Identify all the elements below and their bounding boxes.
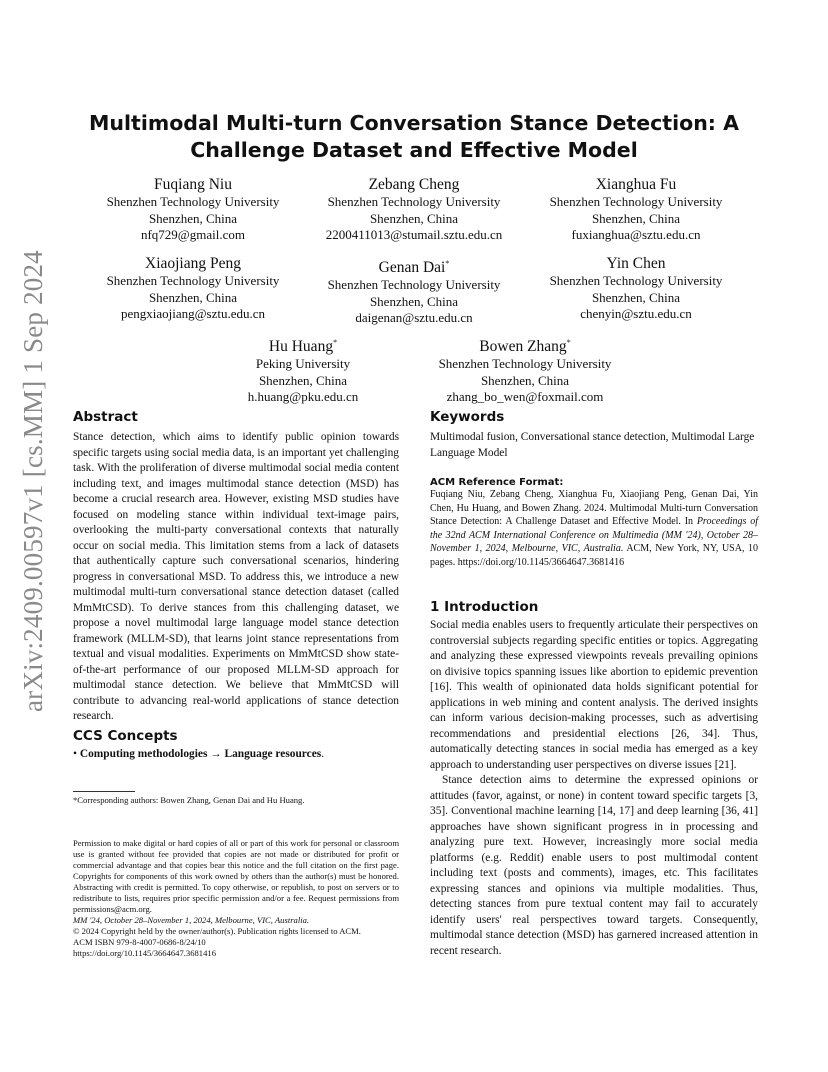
author-email[interactable]: zhang_bo_wen@foxmail.com: [446, 389, 604, 405]
author-block-8: [405, 333, 645, 406]
author-affiliation: Peking University: [255, 356, 351, 372]
title-line-2: Challenge Dataset and Effective Model: [190, 138, 638, 162]
author-email[interactable]: pengxiaojiang@sztu.edu.cn: [120, 306, 266, 322]
author-email[interactable]: nfq729@gmail.com: [140, 227, 246, 243]
permission-text: Permission to make digital or hard copies of all or part of this work for personal or classroom use is granted without fee provided that copies are not made or distributed for profit or commercial advantage and that copies bear this notice and the full citation on the first page. Copyrights for components of this work owned by others than the author(s) must be honored. Abstracting with credit is permitted. To copy otherwise, or republish, to post on servers or to redistribute to lists, requires prior specific permission and/or a fee. Request permissions from permissions@acm.org.: [73, 838, 399, 914]
author-location: Shenzhen, China: [148, 210, 238, 226]
author-affiliation: Shenzhen Technology University: [106, 273, 280, 288]
corresponding-mark: *: [566, 338, 571, 347]
permission-block: [73, 838, 399, 959]
abstract-text: [73, 430, 399, 725]
ccs-bullet: •: [73, 748, 77, 760]
intro-paragraph-1: Social media enables users to frequently articulate their perspectives on controversial subjects regarding specific entities or topics. Aggregating and analyzing these expressed viewpoints reveals prevailing opinions on divisive topics spanning issues like abortion to epidemic prevention [16]. This wealth of opinionated data holds significant potential for applications in web mining and content analysis. The derived insights can inform various decision-making processes, such as advertising recommendations and presidential elections [26, 34]. Thus, automatically detecting stances in social media has emerged as a key approach to understanding user perspectives on diverse issues [21].: [430, 619, 758, 771]
author-email[interactable]: daigenan@sztu.edu.cn: [355, 310, 473, 326]
abstract-heading: Abstract: [73, 409, 138, 425]
author-location: Shenzhen, China: [258, 372, 348, 388]
corresponding-mark: *: [333, 338, 338, 347]
abstract-paragraph: Stance detection, which aims to identify public opinion towards specific targets using social media data, is an important yet challenging task. With the proliferation of diverse multimodal social media content including text, and images multimodal stance detection (MSD) has become a crucial research area. However, existing MSD studies have focused on modeling stance within individual text-image pairs, overlooking the multi-party conversational contexts that naturally occur on social media. This limitation stems from a lack of datasets that authentically capture such conversational scenarios, hindering progress in conversational MSD. To address this, we introduce a new multimodal multi-turn conversational stance detection dataset (called MmMtCSD). To derive stances from this challenging dataset, we propose a novel multimodal large language model stance detection framework (MLLM-SD), that learns joint stance representations from textual and visual modalities. Experiments on MmMtCSD show state-of-the-art performance of our proposed MLLM-SD approach for multimodal stance detection. We believe that MmMtCSD will contribute to advancing real-world applications of stance detection research.: [73, 431, 399, 722]
author-affiliation: Shenzhen Technology University: [438, 356, 612, 372]
acm-reference-format: [430, 488, 758, 570]
author-email[interactable]: h.huang@pku.edu.cn: [247, 389, 359, 405]
author-block-4: [73, 254, 313, 323]
ccs-end: .: [321, 748, 325, 760]
author-affiliation: Shenzhen Technology University: [549, 194, 723, 209]
ccs-item: Computing methodologies → Language resources: [79, 748, 322, 760]
doi-link[interactable]: https://doi.org/10.1145/3664647.3681416: [73, 948, 216, 958]
ccs-heading: CCS Concepts: [73, 728, 178, 744]
acm-reference-heading: ACM Reference Format:: [430, 477, 564, 488]
author-name: Yin Chen: [606, 255, 666, 272]
author-name: Fuqiang Niu: [154, 176, 232, 193]
author-name: Hu Huang: [268, 338, 334, 356]
keywords-text: Multimodal fusion, Conversational stance detection, Multimodal Large Language Model: [430, 431, 755, 459]
author-block-6: [516, 254, 756, 323]
author-name: Xianghua Fu: [595, 176, 677, 193]
isbn-line: ACM ISBN 979-8-4007-0686-8/24/10: [73, 937, 206, 947]
author-block-1: [73, 175, 313, 244]
author-location: Shenzhen, China: [369, 293, 459, 309]
author-block-5: [294, 254, 534, 327]
footnote: *Corresponding authors: Bowen Zhang, Genan Dai and Hu Huang.: [73, 795, 305, 805]
author-block-2: [294, 175, 534, 244]
acm-ref-authors: Fuqiang Niu, Zebang Cheng, Xianghua Fu, Xiaojiang Peng, Genan Dai, Yin Chen, Hu Huang, and Bowen Zhang. 2024. Multimodal Multi-turn Conversation Stance Detection: A Challenge Dataset and Effective Model. In: [430, 489, 758, 528]
author-email[interactable]: 2200411013@stumail.sztu.edu.cn: [325, 227, 503, 243]
corresponding-mark: *: [445, 259, 450, 268]
introduction-text: [430, 618, 758, 959]
keywords-heading: Keywords: [430, 409, 505, 425]
acm-ref-venue: Proceedings of the 32nd ACM International Conference on Multimedia (MM '24), October 28–November 1, 2024, Melbourne, VIC, Australia.: [430, 516, 758, 555]
paper-title: [60, 110, 768, 164]
author-block-3: [516, 175, 756, 244]
conference-line: MM '24, October 28–November 1, 2024, Melbourne, VIC, Australia.: [73, 915, 310, 925]
author-location: Shenzhen, China: [369, 210, 459, 226]
author-email[interactable]: chenyin@sztu.edu.cn: [580, 306, 692, 322]
author-location: Shenzhen, China: [591, 210, 681, 226]
author-location: Shenzhen, China: [591, 289, 681, 305]
author-location: Shenzhen, China: [480, 372, 570, 388]
author-location: Shenzhen, China: [148, 289, 238, 305]
author-block-7: [183, 333, 423, 406]
introduction-heading: 1 Introduction: [430, 599, 539, 615]
footnote-rule: [73, 791, 135, 792]
author-name: Zebang Cheng: [368, 176, 460, 193]
author-affiliation: Shenzhen Technology University: [327, 277, 501, 293]
copyright-line: © 2024 Copyright held by the owner/author(s). Publication rights licensed to ACM.: [73, 926, 361, 936]
author-name: Bowen Zhang: [479, 338, 567, 356]
ccs-concepts: [73, 747, 399, 763]
author-name: Xiaojiang Peng: [145, 255, 241, 272]
author-affiliation: Shenzhen Technology University: [549, 273, 723, 288]
title-line-1: Multimodal Multi-turn Conversation Stance Detection: A: [89, 111, 739, 135]
acm-ref-tail[interactable]: ACM, New York, NY, USA, 10 pages. https://doi.org/10.1145/3664647.3681416: [430, 543, 759, 568]
arxiv-stamp: arXiv:2409.00597v1 [cs.MM] 1 Sep 2024: [18, 250, 48, 712]
intro-paragraph-2: Stance detection aims to determine the expressed opinions or attitudes (favor, against, or none) in content toward specific targets [3, 35]. Conventional machine learning [14, 17] and deep learning [36, 41] approaches have shown significant progress in in processing and analyzing pure text. However, increasingly more social media platforms (e.g. Reddit) enable users to post multimodal content including text (posts and comments), images, etc. This facilitates expressing stances and opinions via multiple modalities. Thus, detecting stances from pure textual content may fail to accurately identify users' real perspectives toward targets. Consequently, multimodal stance detection (MSD) has garnered increased attention in recent research.: [430, 774, 758, 957]
author-name: Genan Dai: [378, 259, 446, 277]
author-affiliation: Shenzhen Technology University: [106, 194, 280, 209]
author-affiliation: Shenzhen Technology University: [327, 194, 501, 209]
author-email[interactable]: fuxianghua@sztu.edu.cn: [571, 227, 701, 243]
